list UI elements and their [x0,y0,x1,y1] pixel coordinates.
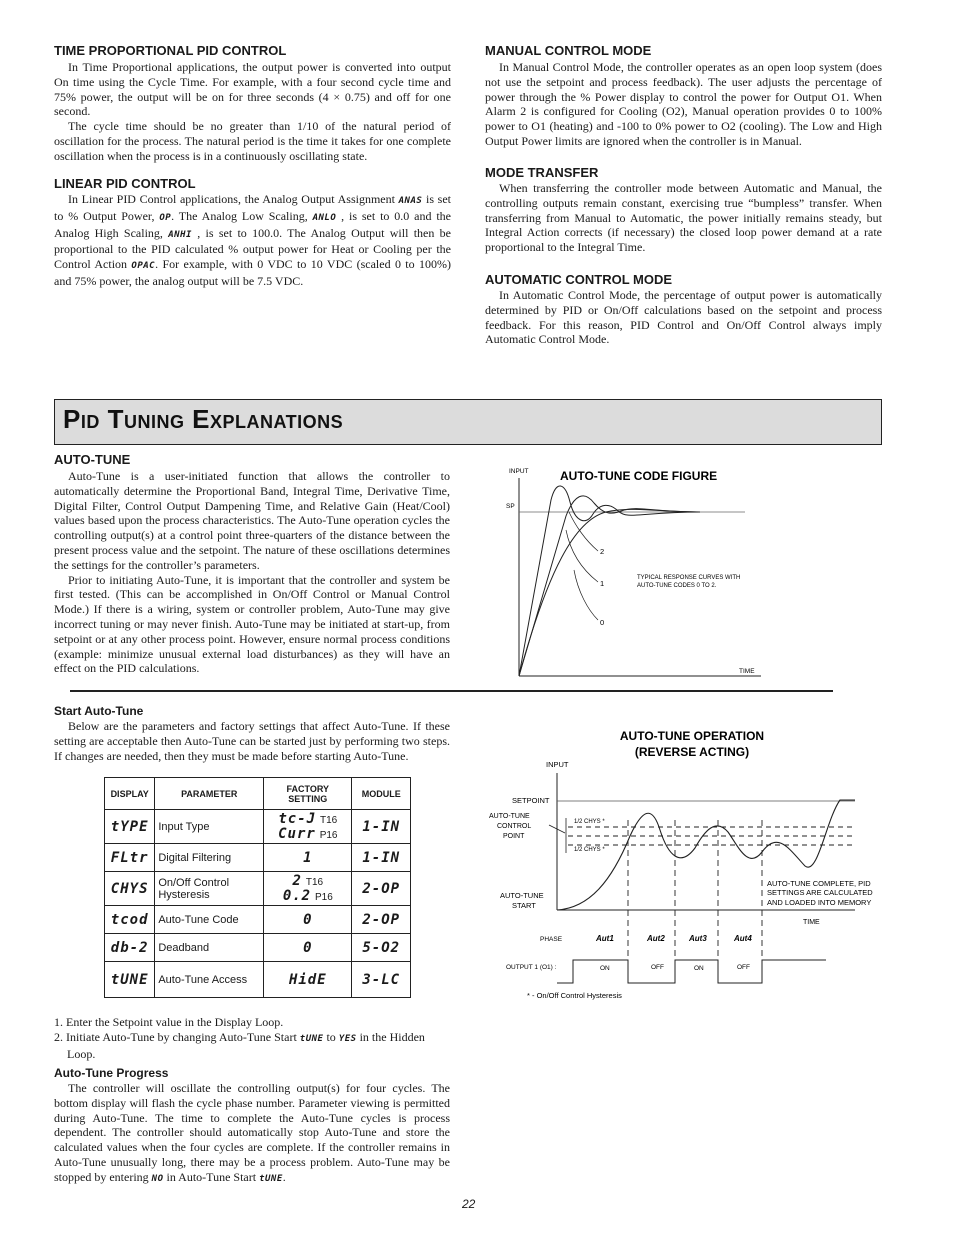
code-no: NO [151,1173,164,1184]
code-tune-2: tUNE [259,1173,283,1184]
step-2: 2. Initiate Auto-Tune by changing Auto-Tune Start tUNE to YES in the Hidden Loop. [54,1029,425,1061]
figure1-title: AUTO-TUNE CODE FIGURE [560,469,718,483]
start-steps-list [54,1015,450,1061]
linear-pid-text [54,192,451,289]
auto-tune-text [54,469,450,676]
figure2-chys-upper: 1/2 CHYS * [574,819,605,825]
figure1-leader-2 [569,512,598,551]
code-yes: YES [338,1033,357,1044]
table-row [105,844,411,872]
figure1-leader-0 [574,570,598,620]
figure2-chys-lower: 1/2 CHYS * [574,847,605,853]
figure2-control-point-leader [549,825,565,833]
row-factory: 2 T16 0.2 P16 [264,872,352,906]
start-auto-tune-p1: Below are the parameters and factory settings that affect Auto-Tune. If these setting are acceptable then Auto-Tune can be started just by performing two steps. If changes are needed, then they must be made before starting Auto-Tune. [54,719,450,763]
figure2-phase-4: Aut4 [734,934,752,943]
row-factory: tc-J T16 Curr P16 [264,810,352,844]
figure1-label-2: 2 [600,547,605,556]
figure2-phase-dividers [628,820,762,983]
col-factory-setting: FACTORY SETTING [264,778,352,810]
figure2-hysteresis-lines [568,827,855,845]
code-tune: tUNE [299,1033,324,1044]
row-display: tYPE [105,810,155,844]
figure2-start-line1: AUTO-TUNE [500,891,544,900]
row-display: FLtr [105,844,155,872]
start-auto-tune-text [54,719,450,763]
figure2-output-2: OFF [651,964,664,971]
figure2-output-label: OUTPUT 1 (O1) : [506,964,557,971]
row-factory: 0 [264,934,352,962]
figure2-input-label: INPUT [546,760,569,769]
manual-control-text [485,60,882,149]
row-factory: 1 [264,844,352,872]
code-op: OP [159,212,172,223]
heading-manual-control: MANUAL CONTROL MODE [485,43,652,58]
figure1-curve-1 [519,496,700,676]
manual-control-p1: In Manual Control Mode, the controller operates as an open loop system (does not use the setpoint and process feedback). The user adjusts the percentage of power through the % Power display to control the power for Output O1. When Alarm 2 is configured for Cooling (O2), Manual operation provides 0 to 100% power to O1 (heating) and -100 to 0% power to O2 (cooling). The Low and High Output Power limits are ignored when the controller is in Manual. [485,60,882,148]
figure2-process-curve [557,800,855,910]
figure1-note-line1: TYPICAL RESPONSE CURVES WITH [637,575,741,581]
automatic-control-text [485,288,882,347]
figure1-curves [519,486,700,676]
row-parameter: Digital Filtering [155,844,264,872]
mode-transfer-text [485,181,882,255]
figure2-phase-1: Aut1 [596,934,614,943]
row-parameter: Deadband [155,934,264,962]
figure2-leaders [549,818,566,853]
figure2-axes [557,773,855,910]
figure2-phase-3: Aut3 [689,934,707,943]
heading-auto-tune-progress: Auto-Tune Progress [54,1066,169,1080]
figure2-complete-line3: AND LOADED INTO MEMORY [767,898,872,907]
figure2-footnote: * - On/Off Control Hysteresis [527,991,622,1000]
figure2-control-point-line2: CONTROL [497,823,532,830]
step-1: 1. Enter the Setpoint value in the Display Loop. [54,1015,284,1029]
code-opac: OPAC [131,261,156,272]
figure2-output-waveform [557,960,826,983]
heading-linear-pid: LINEAR PID CONTROL [54,176,196,191]
row-display: tUNE [105,962,155,998]
row-display: tcod [105,906,155,934]
figure2-complete-line1: AUTO-TUNE COMPLETE, PID [767,879,871,888]
heading-mode-transfer: MODE TRANSFER [485,165,599,180]
table-row [105,906,411,934]
figure2-output-1: ON [600,965,610,972]
heading-time-proportional: TIME PROPORTIONAL PID CONTROL [54,43,287,58]
section-banner [54,399,882,445]
figure2-control-point-line3: POINT [503,833,525,840]
figure1-leaders [566,512,598,620]
col-display: DISPLAY [105,778,155,810]
table-row [105,810,411,844]
code-anas: ANAS [398,196,423,206]
page-number: 22 [462,1197,476,1211]
figure1-note-line2: AUTO-TUNE CODES 0 TO 2. [637,583,717,589]
row-parameter: Auto-Tune Code [155,906,264,934]
auto-tune-progress-p1: The controller will oscillate the controlling output(s) for four cycles. The bottom display will flash the cycle phase number. Parameter viewing is permitted during Auto-Tune. The time to complete the Auto-Tune cycles is process dependent. The controller should automatically stop Auto-Tune and store the calculated values when the four cycles are complete. If the controller remains in Auto-Tune unusually long, there may be a process problem. Auto-Tune may be stopped by entering NO in Auto-Tune Start tUNE. [54,1081,450,1184]
figure2-setpoint-label: SETPOINT [512,796,550,805]
figure1-sp-label: SP [506,503,515,510]
auto-tune-p2: Prior to initiating Auto-Tune, it is important that the controller and system be first tested. (This can be accomplished in On/Off Control or Manual Control Mode.) If there is a wiring, system or controller problem, Auto-Tune may give incorrect tuning or may never finish. Auto-Tune may be initiated at start-up, from setpoint or at any other process point. However, ensure normal process conditions (example: minimize unusual external load disturbances) as they will have an effect on the PID calculations. [54,572,450,676]
row-factory: HidE [264,962,352,998]
figure1-axes [519,478,761,676]
figure1-label-1: 1 [600,579,605,588]
time-proportional-p2: The cycle time should be no greater than 1/10 of the natural period of oscillation for the process. The natural period is the time it takes for one complete oscillation when the process is in a continuously oscillating state. [54,119,451,163]
table-row [105,872,411,906]
auto-tune-progress-text [54,1081,450,1187]
code-anhi: ANHI [168,229,192,240]
mode-transfer-p1: When transferring the controller mode between Automatic and Manual, the controlling outputs remain constant, exercising true “bumpless” transfer. When transferring from Manual to Automatic, the power initially remains steady, but Integral Action corrects (if necessary) the closed loop power demand at a rate proportional to the Integral Time. [485,181,882,255]
row-parameter: Auto-Tune Access [155,962,264,998]
row-module: 2-OP [352,906,411,934]
row-module: 2-OP [352,872,411,906]
figure2-output-4: OFF [737,964,750,971]
row-parameter: Input Type [155,810,264,844]
figure2-phase-label: PHASE [540,936,563,943]
col-module: MODULE [352,778,411,810]
time-proportional-text [54,60,451,164]
row-display: db-2 [105,934,155,962]
figure2-output-3: ON [694,965,704,972]
heading-auto-tune: AUTO-TUNE [54,452,131,467]
auto-tune-parameter-table [104,777,411,998]
figure2-complete-line2: SETTINGS ARE CALCULATED [767,888,873,897]
table-header-row [105,778,411,810]
heading-start-auto-tune: Start Auto-Tune [54,704,144,718]
table-row [105,934,411,962]
figure2-title-line1: AUTO-TUNE OPERATION [619,729,765,743]
figure2-time-label: TIME [803,919,820,926]
figure1-time-label: TIME [739,668,755,675]
code-anlo: ANLO [312,212,337,223]
table-row [105,962,411,998]
figure1-leader-1 [566,530,598,582]
row-display: CHYS [105,872,155,906]
figure2-title-line2: (REVERSE ACTING) [634,745,750,759]
figure1-input-label: INPUT [509,468,529,475]
col-parameter: PARAMETER [155,778,264,810]
time-proportional-p1: In Time Proportional applications, the output power is converted into output On time using the Cycle Time. For example, with a four second cycle time and 75% power, the output will be on for three seconds (4 × 0.75) and off for one second. [54,60,451,119]
linear-pid-p1: In Linear PID Control applications, the Analog Output Assignment ANAS is set to % Output Power, OP. The Analog Low Scaling, ANLO , is set to 0.0 and the Analog High Scaling, ANHI , is set to 100.0. The Analog Output will then be proportional to the PID calculated % output power for Heat or Cooling per the Control Action OPAC. For example, with 0 VDC to 10 VDC (scaled 0 to 100%) and 75% power, the analog output will be 7.5 VDC. [54,192,452,288]
row-parameter: On/Off Control Hysteresis [155,872,264,906]
row-factory: 0 [264,906,352,934]
figure1-curve-0 [519,509,700,676]
figure2-start-line2: START [512,901,536,910]
figure1-curve-2 [519,486,700,676]
divider-rule [70,690,833,692]
automatic-control-p1: In Automatic Control Mode, the percentage of output power is automatically determined by PID or On/Off calculations based on the setpoint and process feedback. For this reason, PID Control and On/Off Control always imply Automatic Control Mode. [485,288,882,347]
row-module: 1-IN [352,810,411,844]
row-module: 1-IN [352,844,411,872]
row-module: 3-LC [352,962,411,998]
heading-automatic-control: AUTOMATIC CONTROL MODE [485,272,673,287]
auto-tune-p1: Auto-Tune is a user-initiated function that allows the controller to automatically determine the Proportional Band, Integral Time, Derivative Time, Digital Filter, Control Output Dampening Time, and Relative Gain (Heat/Cool) values based upon the process characteristics. The Auto-Tune operation cycles the controlling output(s) at a control point three-quarters of the distance between the present process value and the setpoint. The nature of these oscillations determines the settings for the controller’s parameters. [54,469,450,572]
banner-title: Pid Tuning Explanations [63,404,344,434]
figure2-phase-2: Aut2 [647,934,665,943]
figure2-control-point-line1: AUTO-TUNE [489,813,530,820]
row-module: 5-O2 [352,934,411,962]
figure1-label-0: 0 [600,618,605,627]
